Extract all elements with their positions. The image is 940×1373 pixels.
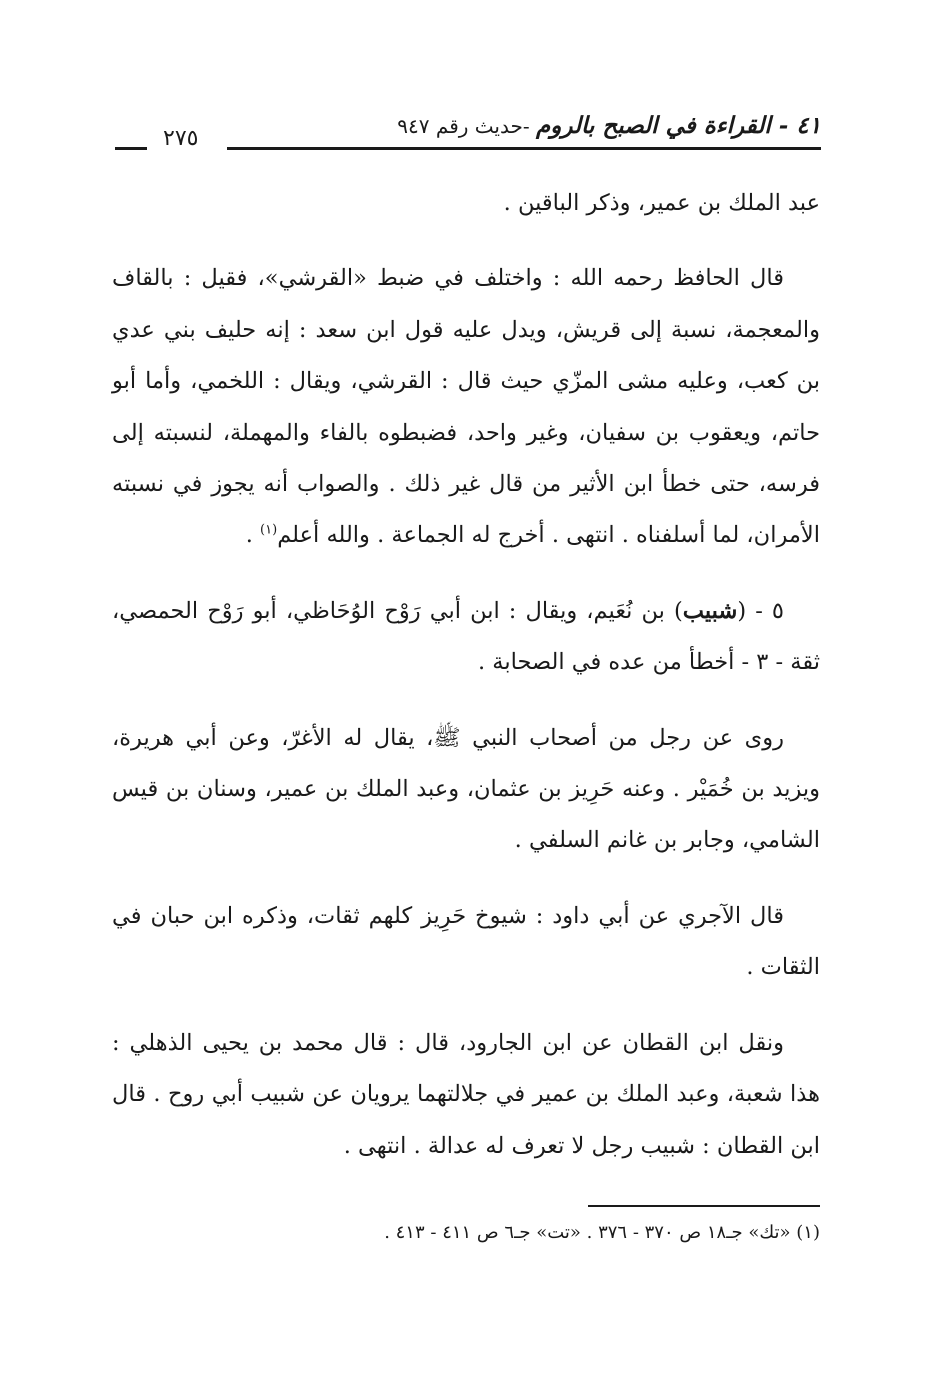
chapter-title: ٤١ - القراءة في الصبح بالروم [535, 112, 821, 139]
page-number: ٢٧٥ [163, 126, 199, 151]
paragraph-4-text: روى عن رجل من أصحاب النبي ﷺ، يقال له الأغرّ، وعن أبي هريرة، ويزيد بن خُمَيْر . وعنه حَرِيز بن عثمان، وعبد الملك بن عمير، وسنان بن قيس الشامي، وجابر بن غانم السلفي . [112, 724, 820, 854]
header-dash [115, 147, 147, 150]
footnote: (١) «تك» جـ١٨ ص ٣٧٠ - ٣٧٦ . «تت» جـ٦ ص ٤١١ - ٤١٣ . [384, 1222, 820, 1243]
header-title [397, 108, 821, 144]
main-text [112, 178, 820, 1172]
paragraph-6 [112, 1018, 820, 1172]
paragraph-2-end: . [245, 522, 261, 549]
paragraph-6-text: ونقل ابن القطان عن ابن الجارود، قال : قال محمد بن يحيى الذهلي : هذا شعبة، وعبد الملك بن عمير في جلالتهما يرويان عن شبيب أبي روح . قال ابن القطان : شبيب رجل لا تعرف له عدالة . انتهى . [112, 1029, 820, 1159]
entry-number: ٥ - ( [737, 597, 784, 624]
paragraph-1: عبد الملك بن عمير، وذكر الباقين . [503, 190, 820, 216]
paragraph-3-text: ) بن نُعَيم، ويقال : ابن أبي رَوْح الوُحَاظي، أبو رَوْح الحمصي، ثقة - ٣ - أخطأ من عده في الصحابة . [112, 597, 820, 676]
paragraph-2 [112, 253, 820, 561]
paragraph-3 [112, 586, 820, 689]
header-rule [227, 147, 821, 150]
paragraph-4 [112, 713, 820, 867]
running-header [115, 108, 821, 152]
paragraph-2-text: قال الحافظ رحمه الله : واختلف في ضبط «القرشي»، فقيل : بالقاف والمعجمة، نسبة إلى قريش، ويدل عليه قول ابن سعد : إنه حليف بني عدي بن كعب، وعليه مشى المزّي حيث قال : القرشي، ويقال : اللخمي، وأما أبو حاتم، ويعقوب بن سفيان، وغير واحد، فضبطوه بالفاء والمهملة، لنسبته إلى فرسه، حتى خطأ ابن الأثير من قال غير ذلك . والصواب أنه يجوز في نسبته الأمران، لما أسلفناه . انتهى . أخرج له الجماعة . والله أعلم [112, 265, 820, 549]
footnote-marker: (١) [260, 522, 278, 538]
hadith-number: -حديث رقم ٩٤٧ [397, 114, 536, 138]
paragraph-5-text: قال الآجري عن أبي داود : شيوخ حَرِيز كلهم ثقات، وذكره ابن حبان في الثقات . [112, 902, 820, 981]
narrator-name: شبيب [682, 597, 738, 624]
paragraph-5 [112, 891, 820, 994]
footnote-rule [588, 1205, 820, 1207]
